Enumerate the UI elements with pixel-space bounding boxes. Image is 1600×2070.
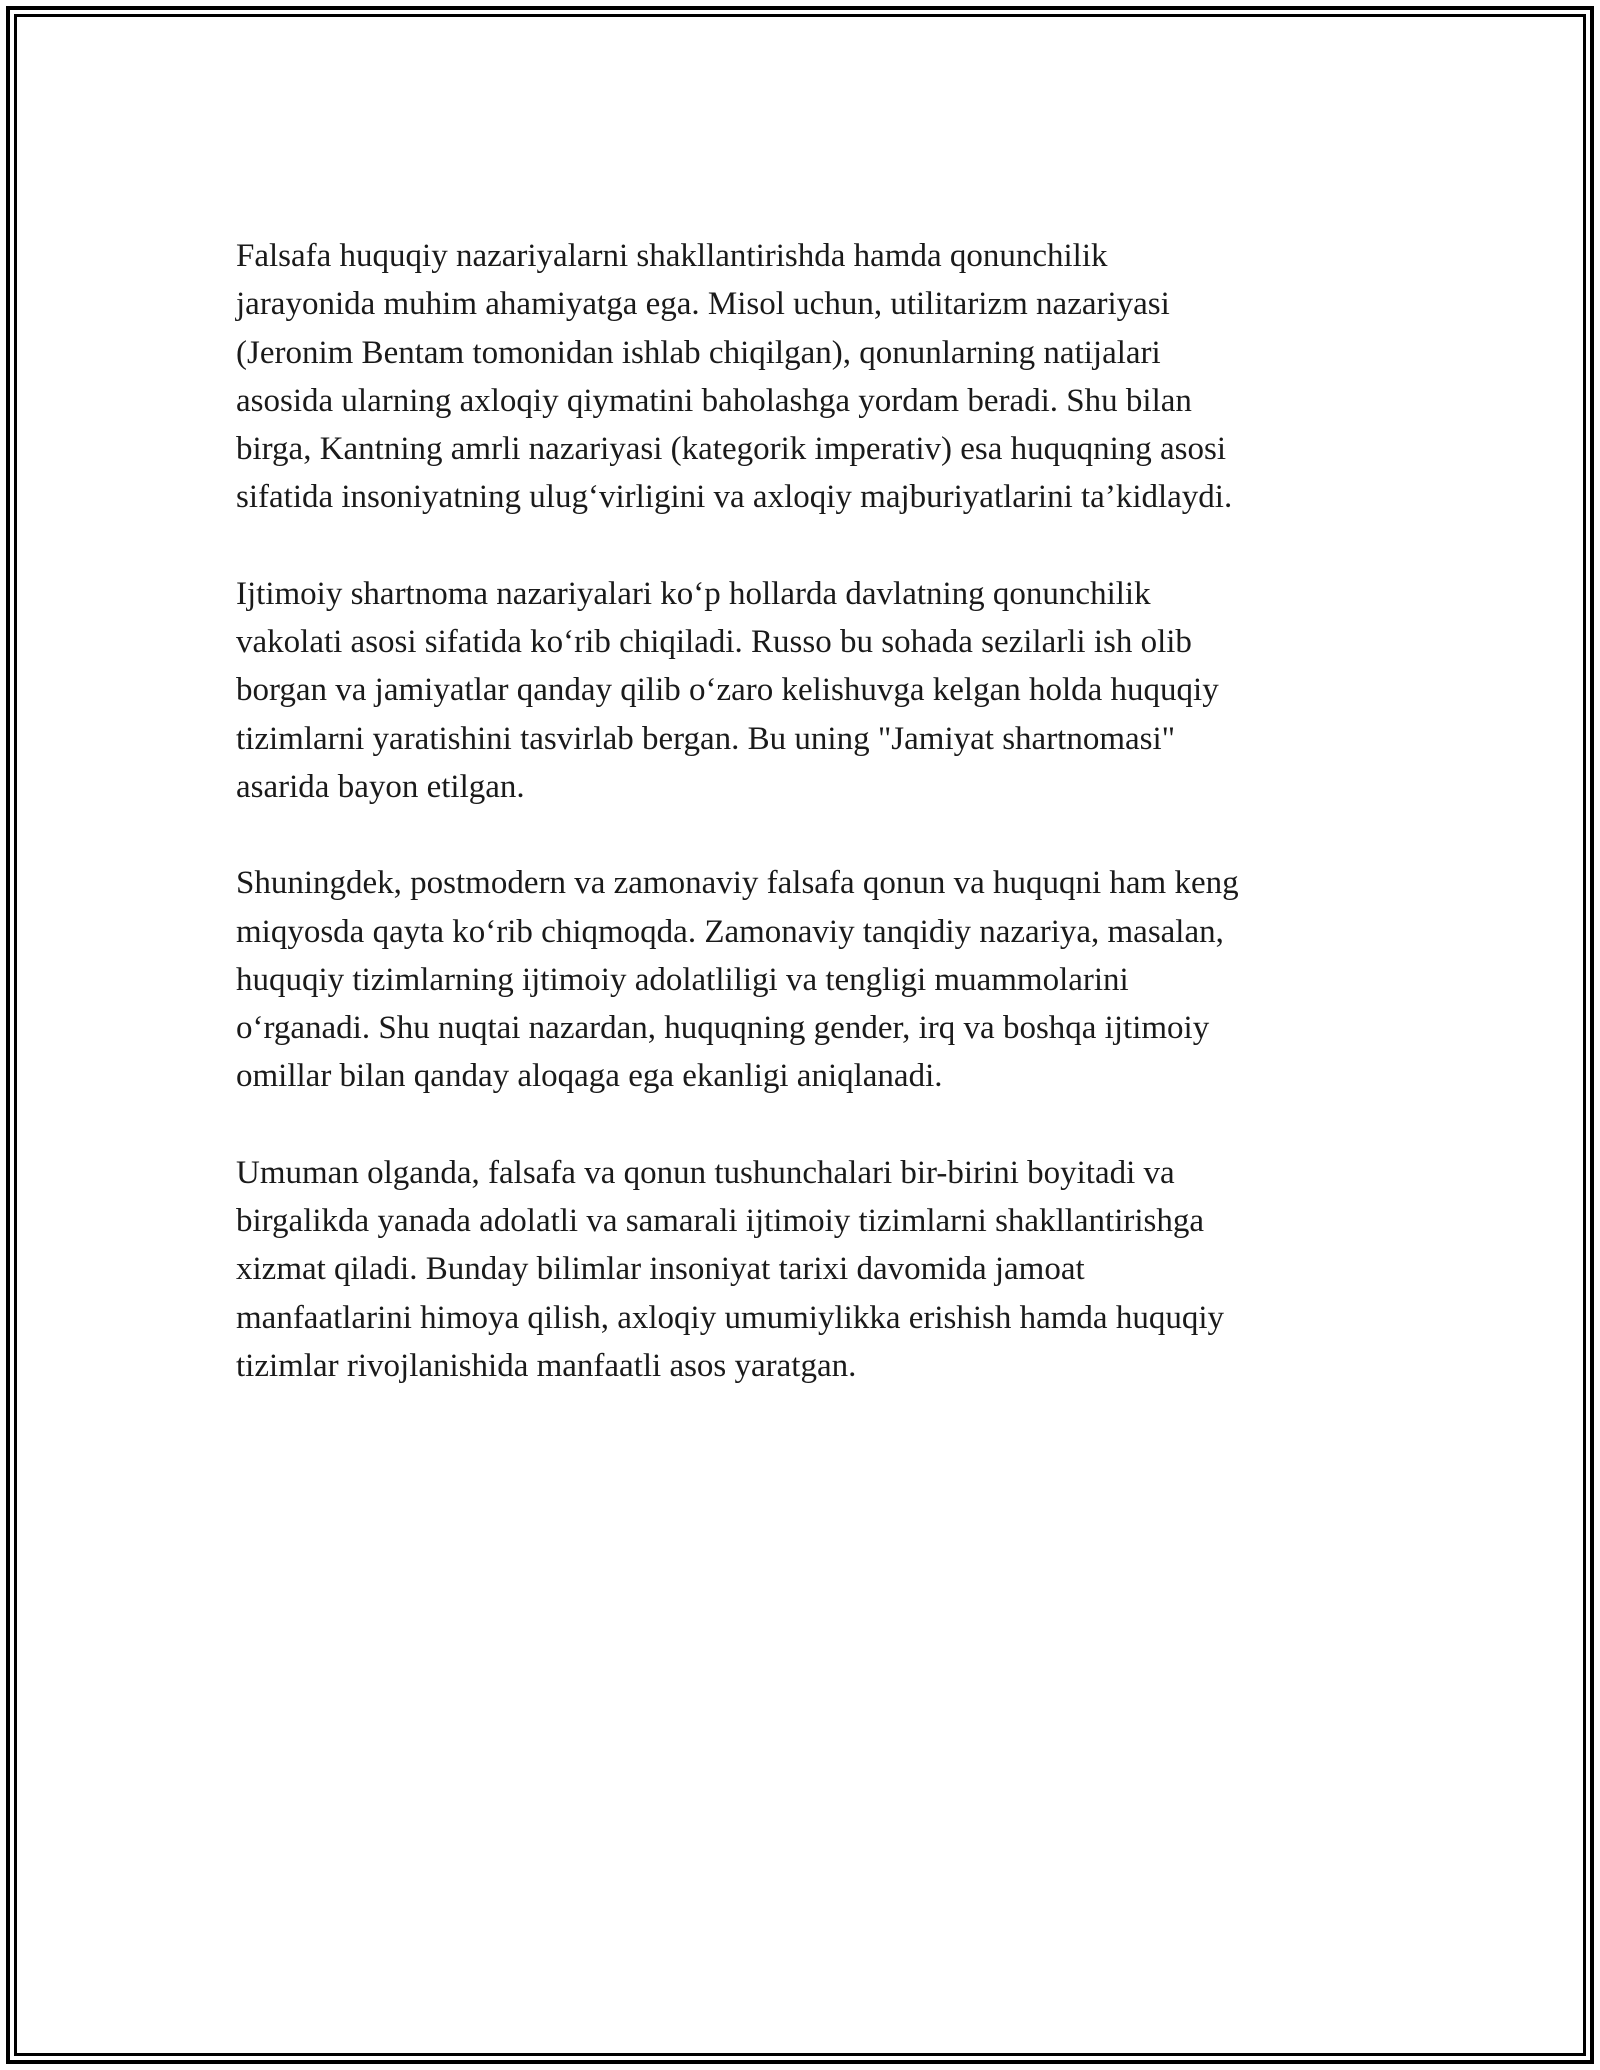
- text-line: tizimlarni yaratishini tasvirlab bergan. Bu uning "Jamiyat shartnomasi": [236, 720, 1176, 757]
- text-line: o‘rganadi. Shu nuqtai nazardan, huquqning gender, irq va boshqa ijtimoiy: [236, 1010, 1210, 1047]
- text-line: borgan va jamiyatlar qanday qilib o‘zaro kelishuvga kelgan holda huquqiy: [236, 672, 1219, 709]
- text-line: sifatida insoniyatning ulug‘virligini va axloqiy majburiyatlarini ta’kidlaydi.: [236, 479, 1233, 516]
- text-line: tizimlar rivojlanishida manfaatli asos yaratgan.: [236, 1347, 857, 1384]
- text-line: birgalikda yanada adolatli va samarali ijtimoiy tizimlarni shakllantirishga: [236, 1203, 1205, 1240]
- text-line: omillar bilan qanday aloqaga ega ekanligi aniqlanadi.: [236, 1058, 943, 1095]
- document-body: [236, 232, 1366, 1438]
- text-line: manfaatlarini himoya qilish, axloqiy umumiylikka erishish hamda huquqiy: [236, 1299, 1225, 1336]
- paragraph-4: [236, 1149, 1366, 1390]
- text-line: birga, Kantning amrli nazariyasi (kategorik imperativ) esa huquqning asosi: [236, 431, 1227, 468]
- text-line: Falsafa huquqiy nazariyalarni shakllantirishda hamda qonunchilik: [236, 238, 1108, 274]
- text-line: Ijtimoiy shartnoma nazariyalari ko‘p hollarda davlatning qonunchilik: [236, 575, 1151, 612]
- text-line: vakolati asosi sifatida ko‘rib chiqiladi. Russo bu sohada sezilarli ish olib: [236, 624, 1192, 661]
- text-line: asosida ularning axloqiy qiymatini baholashga yordam beradi. Shu bilan: [236, 382, 1192, 419]
- text-line: jarayonida muhim ahamiyatga ega. Misol uchun, utilitarizm nazariyasi: [236, 286, 1170, 323]
- paragraph-2: [236, 570, 1366, 811]
- text-line: asarida bayon etilgan.: [236, 768, 525, 805]
- text-line: xizmat qiladi. Bunday bilimlar insoniyat tarixi davomida jamoat: [236, 1251, 1085, 1288]
- paragraph-3: [236, 859, 1366, 1100]
- text-line: Shuningdek, postmodern va zamonaviy falsafa qonun va huquqni ham keng: [236, 865, 1239, 902]
- paragraph-1: [236, 232, 1366, 522]
- text-line: Umuman olganda, falsafa va qonun tushunchalari bir-birini boyitadi va: [236, 1154, 1175, 1191]
- text-line: (Jeronim Bentam tomonidan ishlab chiqilgan), qonunlarning natijalari: [236, 334, 1161, 371]
- text-line: huquqiy tizimlarning ijtimoiy adolatliligi va tengligi muammolarini: [236, 961, 1129, 998]
- text-line: miqyosda qayta ko‘rib chiqmoqda. Zamonaviy tanqidiy nazariya, masalan,: [236, 913, 1224, 950]
